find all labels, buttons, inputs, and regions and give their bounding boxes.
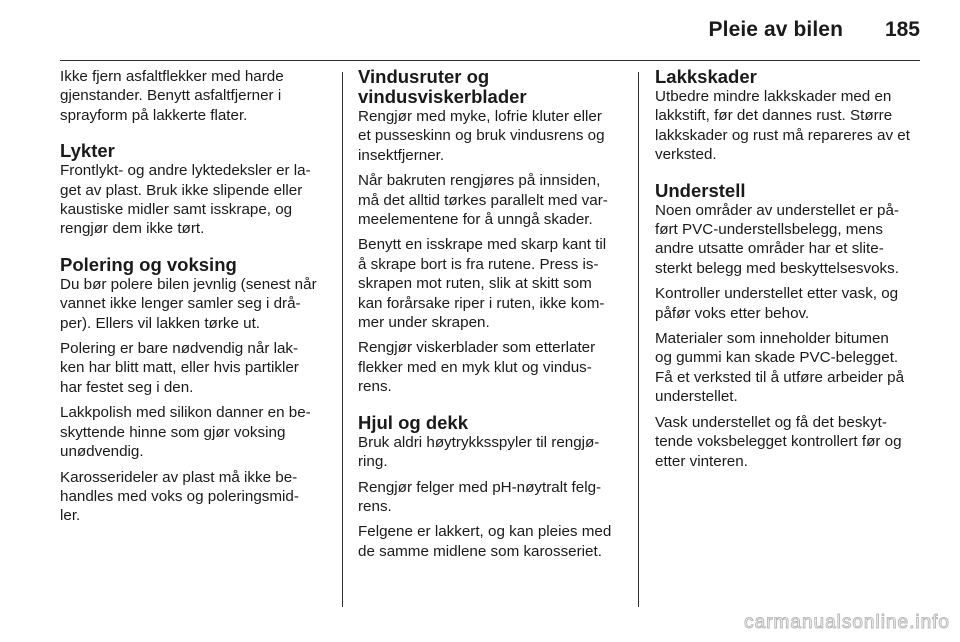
text-line: Vask understellet og få det beskyt- bbox=[655, 413, 887, 431]
text-line: Når bakruten rengjøres på innsiden, bbox=[358, 172, 601, 190]
text-line: vannet ikke lenger samler seg i drå- bbox=[60, 295, 301, 313]
text-line: Noen områder av understellet er på- bbox=[655, 201, 899, 219]
text-line: verksted. bbox=[655, 146, 717, 164]
understell-paragraph-4 bbox=[655, 413, 925, 471]
text-line: andre utsatte områder har et slite- bbox=[655, 240, 884, 258]
section-heading-understell: Understell bbox=[655, 179, 746, 201]
text-line: de samme midlene som karosseriet. bbox=[358, 542, 602, 560]
polering-paragraph-4 bbox=[60, 468, 330, 526]
text-line: meelementene for å unngå skader. bbox=[358, 211, 593, 229]
text-line: Bruk aldri høytrykksspyler til rengjø- bbox=[358, 433, 600, 451]
column-3 bbox=[655, 67, 925, 477]
text-line: tende voksbelegget kontrollert før og bbox=[655, 433, 902, 451]
vindu-paragraph-1 bbox=[358, 107, 626, 165]
text-line: lakkskader og rust må repareres av et bbox=[655, 126, 910, 144]
section-heading-hjul: Hjul og dekk bbox=[358, 411, 468, 433]
lykter-paragraph bbox=[60, 161, 330, 239]
text-line: å skrape bort is fra rutene. Press is- bbox=[358, 255, 599, 273]
watermark-text: carmanualsonline.info bbox=[744, 612, 950, 633]
text-line: ken har blitt matt, eller hvis partikler bbox=[60, 359, 299, 377]
text-line: vindusviskerblader bbox=[358, 86, 527, 107]
hjul-paragraph-1 bbox=[358, 433, 626, 472]
text-line: per). Ellers vil lakken tørke ut. bbox=[60, 314, 261, 332]
text-line: påfør voks etter behov. bbox=[655, 304, 810, 322]
text-line: Rengjør felger med pH-nøytralt felg- bbox=[358, 478, 602, 496]
text-line: og gummi kan skade PVC-belegget. bbox=[655, 349, 899, 367]
text-line: mer under skrapen. bbox=[358, 314, 490, 332]
text-line: ring. bbox=[358, 453, 388, 471]
text-line: gjenstander. Benytt asfaltfjerner i bbox=[60, 87, 282, 105]
section-heading-vindusruter bbox=[358, 67, 626, 107]
column-divider-2 bbox=[638, 72, 639, 607]
vindu-paragraph-2 bbox=[358, 171, 626, 229]
text-line: Lakkpolish med silikon danner en be- bbox=[60, 404, 311, 422]
section-heading-polering: Polering og voksing bbox=[60, 253, 237, 275]
lakk-paragraph bbox=[655, 87, 925, 165]
vindu-paragraph-4 bbox=[358, 338, 626, 396]
polering-paragraph-1 bbox=[60, 275, 330, 333]
text-line: rengjør dem ikke tørt. bbox=[60, 220, 205, 238]
polering-paragraph-3 bbox=[60, 403, 330, 461]
text-line: Benytt en isskrape med skarp kant til bbox=[358, 236, 607, 254]
text-line: etter vinteren. bbox=[655, 452, 748, 470]
hjul-paragraph-3 bbox=[358, 522, 626, 561]
text-line: skrapen mot ruten, slik at skitt som bbox=[358, 275, 592, 293]
text-line: understellet. bbox=[655, 388, 738, 406]
text-line: sterkt belegg med beskyttelsesvoks. bbox=[655, 259, 899, 277]
column-2 bbox=[358, 67, 626, 567]
text-line: Kontroller understellet etter vask, og bbox=[655, 285, 899, 303]
text-line: Karosserideler av plast må ikke be- bbox=[60, 468, 298, 486]
text-line: Materialer som inneholder bitumen bbox=[655, 330, 889, 348]
text-line: Rengjør med myke, lofrie kluter eller bbox=[358, 108, 602, 125]
text-line: rens. bbox=[358, 378, 392, 396]
understell-paragraph-1 bbox=[655, 201, 925, 279]
understell-paragraph-2 bbox=[655, 284, 925, 323]
text-line: Rengjør viskerblader som etterlater bbox=[358, 339, 596, 357]
text-line: Utbedre mindre lakkskader med en bbox=[655, 88, 892, 105]
vindu-paragraph-3 bbox=[358, 235, 626, 332]
text-line: unødvendig. bbox=[60, 443, 144, 461]
text-line: flekker med en myk klut og vindus- bbox=[358, 358, 592, 376]
header-divider bbox=[60, 60, 920, 61]
understell-paragraph-3 bbox=[655, 329, 925, 407]
text-line: har festet seg i den. bbox=[60, 378, 194, 396]
text-line: lakkstift, før det dannes rust. Større bbox=[655, 107, 893, 125]
section-heading-lykter: Lykter bbox=[60, 140, 115, 162]
text-line: Felgene er lakkert, og kan pleies med bbox=[358, 523, 612, 541]
text-line: må det alltid tørkes parallelt med var- bbox=[358, 191, 608, 209]
text-line: kan forårsake riper i ruten, ikke kom- bbox=[358, 294, 605, 312]
text-line: ført PVC-understellsbelegg, mens bbox=[655, 221, 883, 239]
text-line: Få et verksted til å utføre arbeider på bbox=[655, 368, 905, 386]
text-line: rens. bbox=[358, 497, 392, 515]
text-line: ler. bbox=[60, 507, 81, 525]
intro-paragraph bbox=[60, 67, 330, 125]
section-heading-lakkskader: Lakkskader bbox=[655, 66, 757, 87]
text-line: sprayform på lakkerte flater. bbox=[60, 106, 248, 124]
page-header bbox=[0, 0, 960, 62]
text-line: insektfjerner. bbox=[358, 146, 445, 164]
text-line: skyttende hinne som gjør voksing bbox=[60, 423, 286, 441]
page-title: Pleie av bilen bbox=[708, 18, 843, 41]
page-number: 185 bbox=[884, 18, 920, 41]
column-1 bbox=[60, 67, 330, 532]
hjul-paragraph-2 bbox=[358, 478, 626, 517]
text-line: et pusseskinn og bruk vindusrens og bbox=[358, 127, 605, 145]
text-line: Du bør polere bilen jevnlig (senest når bbox=[60, 275, 317, 293]
text-line: handles med voks og poleringsmid- bbox=[60, 487, 299, 505]
text-line: Vindusruter og bbox=[358, 66, 490, 87]
text-line: kaustiske midler samt isskrape, og bbox=[60, 201, 293, 219]
text-line: Polering er bare nødvendig når lak- bbox=[60, 340, 299, 358]
text-line: Ikke fjern asfaltflekker med harde bbox=[60, 68, 284, 85]
column-divider-1 bbox=[342, 72, 343, 607]
text-line: get av plast. Bruk ikke slipende eller bbox=[60, 181, 303, 199]
text-line: Frontlykt- og andre lyktedeksler er la- bbox=[60, 162, 311, 180]
polering-paragraph-2 bbox=[60, 339, 330, 397]
